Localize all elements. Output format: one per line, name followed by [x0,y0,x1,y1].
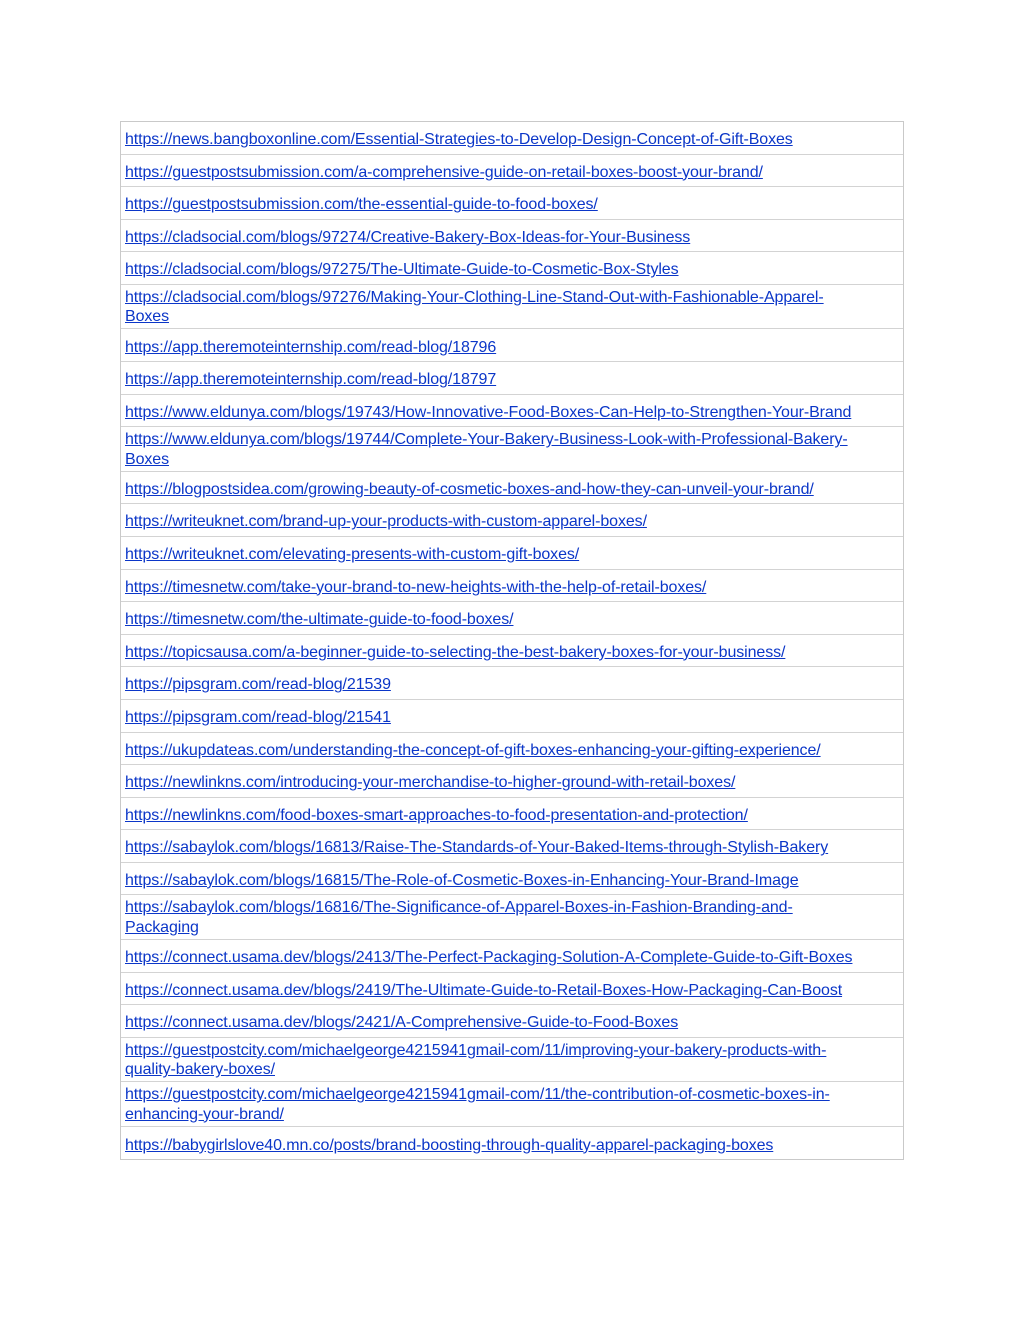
table-row [121,700,903,733]
url-link[interactable] [125,228,899,248]
url-link[interactable] [125,838,899,858]
url-link-line: https://writeuknet.com/brand-up-your-products-with-custom-apparel-boxes/ [125,513,647,531]
table-row [121,667,903,700]
url-link[interactable] [125,578,899,598]
table-row [121,765,903,798]
link-table [120,121,904,1160]
table-row [121,427,903,472]
table-row [121,155,903,188]
table-row [121,863,903,896]
url-link-line: https://blogpostsidea.com/growing-beauty-of-cosmetic-boxes-and-how-they-can-unveil-your-brand/ [125,480,814,498]
table-row [121,362,903,395]
url-link-line: https://newlinkns.com/food-boxes-smart-approaches-to-food-presentation-and-protection/ [125,806,748,824]
url-link[interactable] [125,871,899,891]
table-row [121,472,903,505]
url-link[interactable] [125,130,899,150]
url-link-line: https://connect.usama.dev/blogs/2413/The-Perfect-Packaging-Solution-A-Complete-Guide-to-Gift-Boxes [125,949,853,967]
url-link-line: Boxes [125,450,169,468]
url-link[interactable] [125,898,899,937]
url-link-line: https://guestpostsubmission.com/the-essential-guide-to-food-boxes/ [125,196,598,214]
url-link-line: https://sabaylok.com/blogs/16815/The-Role-of-Cosmetic-Boxes-in-Enhancing-Your-Brand-Image [125,871,799,889]
url-link[interactable] [125,643,899,663]
url-link[interactable] [125,1136,899,1156]
table-row [121,1038,903,1083]
url-link-line: https://cladsocial.com/blogs/97275/The-Ultimate-Guide-to-Cosmetic-Box-Styles [125,261,679,279]
url-link-line: https://timesnetw.com/the-ultimate-guide-to-food-boxes/ [125,611,514,629]
table-row [121,830,903,863]
url-link[interactable] [125,430,899,469]
url-link[interactable] [125,338,899,358]
url-link[interactable] [125,195,899,215]
url-link-line: https://news.bangboxonline.com/Essential-Strategies-to-Develop-Design-Concept-of-Gift-Boxes [125,131,793,149]
url-link-line: https://sabaylok.com/blogs/16816/The-Significance-of-Apparel-Boxes-in-Fashion-Branding-and- [125,899,793,917]
url-link-line: https://connect.usama.dev/blogs/2419/The-Ultimate-Guide-to-Retail-Boxes-How-Packaging-Can-Boost [125,981,843,999]
table-row [121,504,903,537]
table-row [121,122,903,155]
table-row [121,602,903,635]
url-link[interactable] [125,480,899,500]
url-link-line: https://cladsocial.com/blogs/97274/Creative-Bakery-Box-Ideas-for-Your-Business [125,228,691,246]
url-link[interactable] [125,163,899,183]
url-link[interactable] [125,1085,899,1124]
url-link-line: https://connect.usama.dev/blogs/2421/A-Comprehensive-Guide-to-Food-Boxes [125,1014,679,1032]
url-link-line: https://pipsgram.com/read-blog/21541 [125,709,391,726]
table-row [121,635,903,668]
url-link-line: https://babygirlslove40.mn.co/posts/brand-boosting-through-quality-apparel-packaging-boxes [125,1136,774,1154]
table-row [121,537,903,570]
url-link[interactable] [125,741,899,761]
url-link[interactable] [125,403,899,423]
url-link-line: https://guestpostcity.com/michaelgeorge4215941gmail-com/11/improving-your-bakery-products-with- [125,1041,827,1059]
url-link-line: https://timesnetw.com/take-your-brand-to-new-heights-with-the-help-of-retail-boxes/ [125,578,707,596]
url-link-line: https://www.eldunya.com/blogs/19744/Complete-Your-Bakery-Business-Look-with-Professional-Bakery- [125,431,848,449]
url-link[interactable] [125,545,899,565]
table-row [121,187,903,220]
table-row [121,1127,903,1160]
url-link-line: https://guestpostcity.com/michaelgeorge4215941gmail-com/11/the-contribution-of-cosmetic-boxes-in- [125,1086,830,1104]
table-row [121,252,903,285]
table-row [121,395,903,428]
table-row [121,733,903,766]
table-row [121,895,903,940]
url-link-line: https://topicsausa.com/a-beginner-guide-to-selecting-the-best-bakery-boxes-for-your-business/ [125,643,786,661]
url-link[interactable] [125,773,899,793]
url-link[interactable] [125,370,899,390]
table-row [121,973,903,1006]
url-link[interactable] [125,981,899,1001]
url-link-line: https://app.theremoteinternship.com/read-blog/18796 [125,338,497,356]
table-row [121,329,903,362]
url-link-line: Boxes [125,308,169,326]
url-link-line: Packaging [125,918,199,936]
url-link-line: enhancing-your-brand/ [125,1105,284,1123]
url-link-line: quality-bakery-boxes/ [125,1061,275,1079]
table-row [121,940,903,973]
url-link-line: https://newlinkns.com/introducing-your-merchandise-to-higher-ground-with-retail-boxes/ [125,774,736,792]
url-link-line: https://writeuknet.com/elevating-presents-with-custom-gift-boxes/ [125,546,580,564]
url-link[interactable] [125,806,899,826]
table-row [121,285,903,330]
url-link[interactable] [125,610,899,630]
url-link[interactable] [125,1041,899,1080]
url-link[interactable] [125,512,899,532]
url-link[interactable] [125,708,899,728]
url-link[interactable] [125,288,899,327]
table-row [121,570,903,603]
url-link[interactable] [125,260,899,280]
url-link-line: https://app.theremoteinternship.com/read-blog/18797 [125,371,497,389]
table-row [121,798,903,831]
table-row [121,1005,903,1038]
table-row [121,1082,903,1127]
url-link-line: https://cladsocial.com/blogs/97276/Making-Your-Clothing-Line-Stand-Out-with-Fashionable-Apparel- [125,288,824,306]
url-link[interactable] [125,948,899,968]
url-link-line: https://guestpostsubmission.com/a-comprehensive-guide-on-retail-boxes-boost-your-brand/ [125,163,763,181]
url-link[interactable] [125,1013,899,1033]
table-row [121,220,903,253]
url-link-line: https://ukupdateas.com/understanding-the-concept-of-gift-boxes-enhancing-your-gifting-experience/ [125,741,821,759]
url-link-line: https://www.eldunya.com/blogs/19743/How-Innovative-Food-Boxes-Can-Help-to-Strengthen-Your-Brand [125,403,852,421]
url-link-line: https://pipsgram.com/read-blog/21539 [125,676,391,694]
url-link[interactable] [125,675,899,695]
url-link-line: https://sabaylok.com/blogs/16813/Raise-The-Standards-of-Your-Baked-Items-through-Stylish-Bakery [125,839,829,857]
